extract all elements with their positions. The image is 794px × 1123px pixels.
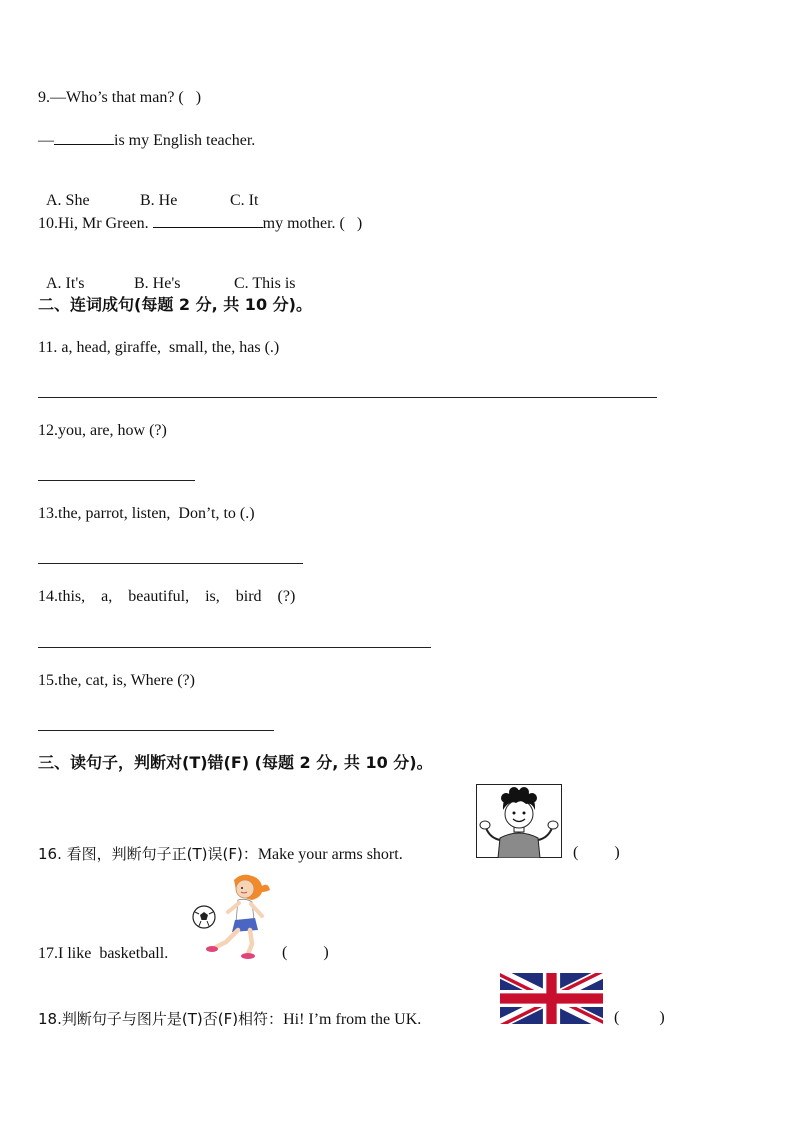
boy-shrugging-icon — [476, 784, 562, 858]
q12-answer-line[interactable] — [38, 480, 195, 481]
q16-line — [38, 844, 403, 865]
q10-option-a[interactable]: A. It's — [46, 275, 85, 292]
q16-answer-paren[interactable]: ( ) — [573, 844, 620, 861]
q18-answer-paren[interactable]: ( ) — [614, 1009, 665, 1026]
q17-line — [38, 944, 168, 964]
q10-prompt — [38, 213, 362, 234]
q11-answer-line[interactable] — [38, 397, 657, 398]
q10-option-c[interactable]: C. This is — [234, 275, 296, 292]
q15-text: 15.the, cat, is, Where (?) — [38, 672, 195, 689]
q10-prompt-end: my mother. ( ) — [262, 215, 363, 232]
q17-sentence: I like basketball. — [58, 945, 169, 962]
q14-answer-line[interactable] — [38, 647, 431, 648]
q9-reply — [38, 130, 255, 151]
q9-option-b[interactable]: B. He — [140, 192, 178, 209]
q18-sentence: Hi! I’m from the UK. — [283, 1011, 422, 1028]
q14-text: 14.this, a, beautiful, is, bird (?) — [38, 588, 296, 605]
q9-option-c[interactable]: C. It — [230, 192, 259, 209]
q10-option-b[interactable]: B. He's — [134, 275, 181, 292]
q9-reply-text: is my English teacher. — [114, 132, 256, 149]
q9-dash: — — [38, 132, 54, 149]
q10-blank[interactable] — [153, 213, 263, 228]
q18-label: 18.判断句子与图片是(T)否(F)相符： — [38, 1010, 284, 1028]
q9-option-a[interactable]: A. She — [46, 192, 90, 209]
q9-prompt: 9.—Who’s that man? ( ) — [38, 89, 202, 106]
q17-answer-paren[interactable]: ( ) — [282, 944, 329, 961]
section3-heading: 三、读句子，判断对(T)错(F) (每题 2 分, 共 10 分)。 — [38, 753, 433, 772]
q17-label: 17. — [38, 945, 58, 962]
q13-text: 13.the, parrot, listen, Don’t, to (.) — [38, 505, 255, 522]
uk-flag-icon — [500, 973, 603, 1024]
q15-answer-line[interactable] — [38, 730, 274, 731]
q16-label: 16. 看图，判断句子正(T)误(F)： — [38, 845, 258, 863]
section2-heading: 二、连词成句(每题 2 分, 共 10 分)。 — [38, 295, 312, 314]
q18-line — [38, 1009, 421, 1030]
q9-options — [38, 171, 258, 211]
q11-text: 11. a, head, giraffe, small, the, has (.) — [38, 339, 280, 356]
q12-text: 12.you, are, how (?) — [38, 422, 167, 439]
girl-kicking-soccer-ball-icon — [190, 872, 272, 960]
q13-answer-line[interactable] — [38, 563, 303, 564]
q10-options — [38, 254, 296, 294]
q16-sentence: Make your arms short. — [257, 846, 403, 863]
q10-prompt-start: 10.Hi, Mr Green. — [38, 215, 149, 232]
q9-blank[interactable] — [54, 130, 114, 145]
